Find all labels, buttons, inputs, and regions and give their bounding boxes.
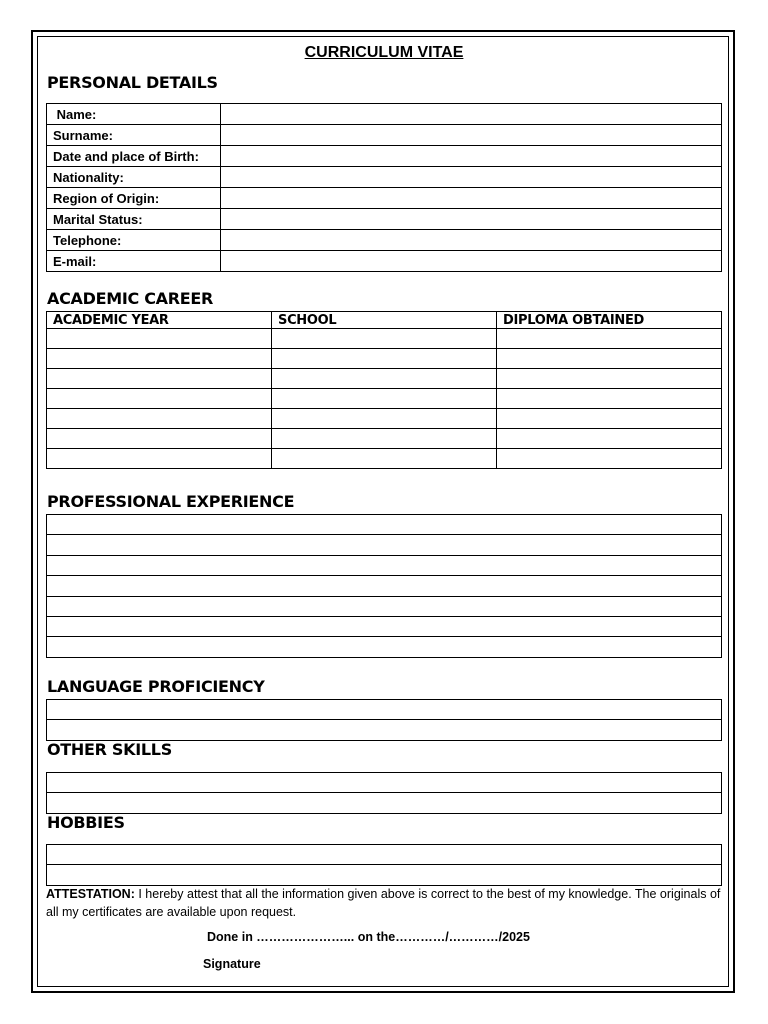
other-skills-heading: OTHER SKILLS [47, 740, 172, 759]
table-cell[interactable] [47, 449, 272, 469]
entry-line[interactable] [47, 535, 722, 555]
table-cell[interactable] [47, 369, 272, 389]
entry-line[interactable] [47, 596, 722, 616]
table-row [47, 329, 722, 349]
table-cell[interactable] [272, 449, 497, 469]
table-row [47, 369, 722, 389]
field-value[interactable] [221, 230, 722, 251]
document-title: CURRICULUM VITAE [304, 44, 464, 61]
entry-line[interactable] [47, 700, 722, 720]
professional-experience-heading: PROFESSIONAL EXPERIENCE [47, 492, 295, 511]
table-row [47, 167, 722, 188]
table-row [47, 720, 722, 740]
table-row [47, 230, 722, 251]
other-skills-table [46, 772, 722, 814]
academic-career-table [46, 311, 722, 469]
table-cell[interactable] [497, 389, 722, 409]
entry-line[interactable] [47, 845, 722, 865]
column-header: ACADEMIC YEAR [47, 312, 272, 329]
column-header: SCHOOL [272, 312, 497, 329]
table-cell[interactable] [497, 349, 722, 369]
table-row [47, 409, 722, 429]
table-cell[interactable] [272, 369, 497, 389]
entry-line[interactable] [47, 773, 722, 793]
table-cell[interactable] [272, 329, 497, 349]
table-cell[interactable] [272, 389, 497, 409]
table-row [47, 389, 722, 409]
table-row [47, 449, 722, 469]
signature-label: Signature [203, 957, 261, 971]
table-row [47, 576, 722, 596]
table-row [47, 104, 722, 125]
table-cell[interactable] [497, 449, 722, 469]
field-value[interactable] [221, 167, 722, 188]
field-label: Name: [47, 104, 221, 125]
attestation-label: ATTESTATION: [46, 887, 135, 901]
table-header-row [47, 312, 722, 329]
table-cell[interactable] [272, 429, 497, 449]
table-cell[interactable] [47, 409, 272, 429]
table-cell[interactable] [497, 409, 722, 429]
table-row [47, 700, 722, 720]
language-proficiency-table [46, 699, 722, 741]
table-row [47, 845, 722, 865]
field-label: Marital Status: [47, 209, 221, 230]
table-cell[interactable] [47, 349, 272, 369]
field-value[interactable] [221, 104, 722, 125]
field-value[interactable] [221, 146, 722, 167]
table-cell[interactable] [497, 429, 722, 449]
hobbies-heading: HOBBIES [47, 813, 125, 832]
table-row [47, 555, 722, 575]
table-row [47, 535, 722, 555]
field-value[interactable] [221, 188, 722, 209]
entry-line[interactable] [47, 793, 722, 813]
table-row [47, 349, 722, 369]
table-cell[interactable] [497, 329, 722, 349]
language-proficiency-heading: LANGUAGE PROFICIENCY [47, 677, 265, 696]
entry-line[interactable] [47, 720, 722, 740]
table-row [47, 429, 722, 449]
field-value[interactable] [221, 209, 722, 230]
entry-line[interactable] [47, 555, 722, 575]
field-label: E-mail: [47, 251, 221, 272]
table-cell[interactable] [47, 429, 272, 449]
done-in-line: Done in …………………... on the…………/…………/2025 [207, 930, 530, 944]
personal-details-heading: PERSONAL DETAILS [47, 73, 218, 92]
table-row [47, 515, 722, 535]
entry-line[interactable] [47, 865, 722, 885]
attestation-text: I hereby attest that all the information given above is correct to the best of my knowledge. The originals of all my certificates are available upon request. [46, 887, 724, 919]
field-label: Nationality: [47, 167, 221, 188]
entry-line[interactable] [47, 637, 722, 657]
personal-details-table [46, 103, 722, 272]
table-row [47, 637, 722, 657]
table-cell[interactable] [272, 409, 497, 429]
table-cell[interactable] [497, 369, 722, 389]
entry-line[interactable] [47, 515, 722, 535]
field-value[interactable] [221, 251, 722, 272]
table-cell[interactable] [272, 349, 497, 369]
column-header: DIPLOMA OBTAINED [497, 312, 722, 329]
professional-experience-table [46, 514, 722, 658]
field-label: Telephone: [47, 230, 221, 251]
field-value[interactable] [221, 125, 722, 146]
table-row [47, 865, 722, 885]
table-row [47, 146, 722, 167]
table-cell[interactable] [47, 389, 272, 409]
field-label: Region of Origin: [47, 188, 221, 209]
academic-career-heading: ACADEMIC CAREER [47, 289, 214, 308]
attestation-paragraph [46, 885, 722, 921]
table-row [47, 793, 722, 813]
table-row [47, 773, 722, 793]
table-row [47, 616, 722, 636]
field-label: Date and place of Birth: [47, 146, 221, 167]
table-row [47, 251, 722, 272]
entry-line[interactable] [47, 576, 722, 596]
entry-line[interactable] [47, 616, 722, 636]
table-row [47, 596, 722, 616]
field-label: Surname: [47, 125, 221, 146]
table-row [47, 125, 722, 146]
table-cell[interactable] [47, 329, 272, 349]
table-row [47, 209, 722, 230]
table-row [47, 188, 722, 209]
hobbies-table [46, 844, 722, 886]
